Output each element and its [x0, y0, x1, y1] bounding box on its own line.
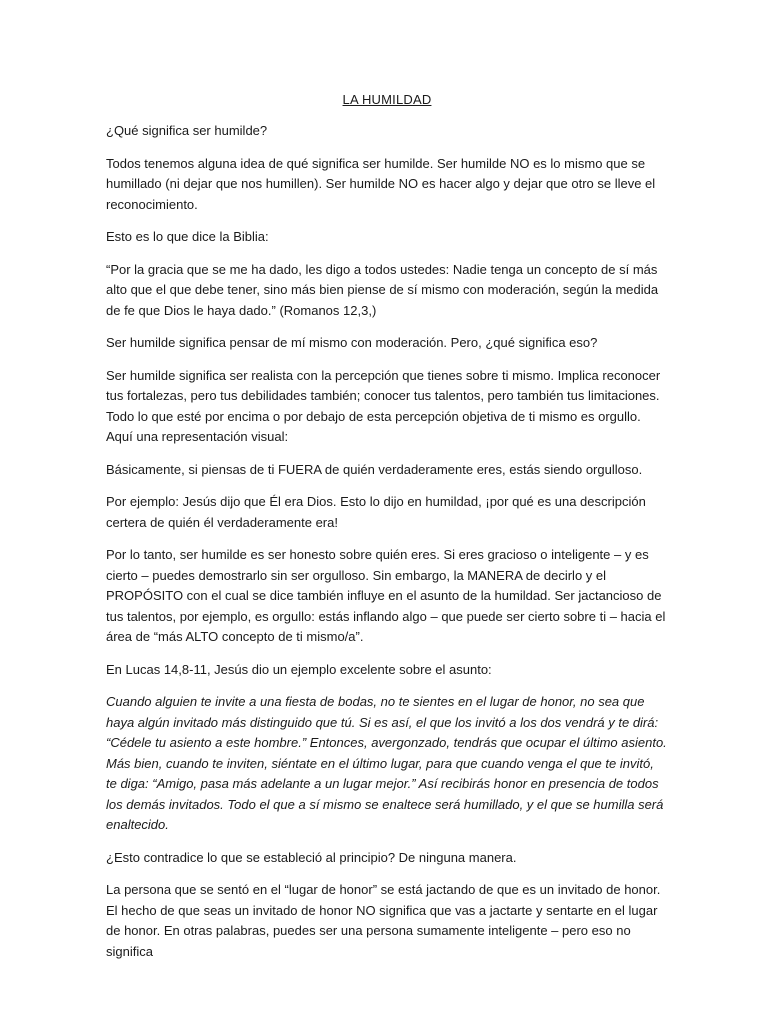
paragraph-example: Por ejemplo: Jesús dijo que Él era Dios. Esto lo dijo en humildad, ¡por qué es una descripción certera de quién él verdaderamente era! — [106, 494, 646, 530]
paragraph-contradict: ¿Esto contradice lo que se estableció al principio? De ninguna manera. — [106, 849, 517, 865]
paragraph-lucas: En Lucas 14,8-11, Jesús dio un ejemplo excelente sobre el asunto: — [106, 661, 492, 677]
paragraph-moderation: Ser humilde significa pensar de mí mismo con moderación. Pero, ¿qué significa eso? — [106, 335, 598, 350]
paragraph-bible-quote: “Por la gracia que se me ha dado, les digo a todos ustedes: Nadie tenga un concepto de sí más alto que el que debe tener, sino más bien piense de sí mismo con moderación, según la medida de fe que Dios le haya dado.” (Romanos 12,3,) — [106, 261, 659, 318]
paragraph-honor-seat: La persona que se sentó en el “lugar de honor” se está jactando de que es un invitado de honor. El hecho de que seas un invitado de honor NO significa que vas a jactarte y sentarte en el lugar de honor. En otras palabras, puedes ser una persona sumamente inteligente – pero eso no significa — [106, 882, 661, 959]
paragraph-intro: Todos tenemos alguna idea de qué significa ser humilde. Ser humilde NO es lo mismo que se humillado (ni dejar que nos humillen). Ser humilde NO es hacer algo y dejar que otro se lleve el reconocimiento. — [106, 155, 656, 212]
paragraph-question: ¿Qué significa ser humilde? — [106, 123, 268, 138]
paragraph-basically: Básicamente, si piensas de ti FUERA de quién verdaderamente eres, estás siendo orgulloso. — [106, 461, 643, 477]
document-title: LA HUMILDAD — [342, 92, 432, 107]
paragraph-bible-heading: Esto es lo que dice la Biblia: — [106, 229, 269, 244]
paragraph-lucas-quote: Cuando alguien te invite a una fiesta de bodas, no te sientes en el lugar de honor, no sea que haya algún invitado más distinguido que tú. Si es así, el que los invitó a los dos vendrá y te dirá: “Cédele tu asiento a este hombre.” Entonces, avergonzado, tendrás que ocupar el último asiento. Más bien, cuando te inviten, siéntate en el último lugar, para que cuando venga el que te invitó, te diga: “Amigo, pasa más adelante a un lugar mejor.” Así recibirás honor en presencia de todos los demás invitados. Todo el que a sí mismo se enaltece será humillado, y el que se humilla será enaltecido. — [106, 694, 667, 832]
paragraph-realistic: Ser humilde significa ser realista con la percepción que tienes sobre ti mismo. Implica reconocer tus fortalezas, pero tus debilidades también; conocer tus talentos, pero también tus limitaciones. Todo lo que esté por encima o por debajo de esta percepción objetiva de ti mismo es orgullo. Aquí una representación visual: — [106, 367, 661, 444]
paragraph-honest: Por lo tanto, ser humilde es ser honesto sobre quién eres. Si eres gracioso o inteligente – y es cierto – puedes demostrarlo sin ser orgulloso. Sin embargo, la MANERA de decirlo y el PROPÓSITO con el cual se dice también influye en el asunto de la humildad. Ser jactancioso de tus talentos, por ejemplo, es orgullo: estás inflando algo – que puede ser cierto sobre ti – hacia el área de “más ALTO concepto de ti mismo/a”. — [106, 547, 666, 644]
